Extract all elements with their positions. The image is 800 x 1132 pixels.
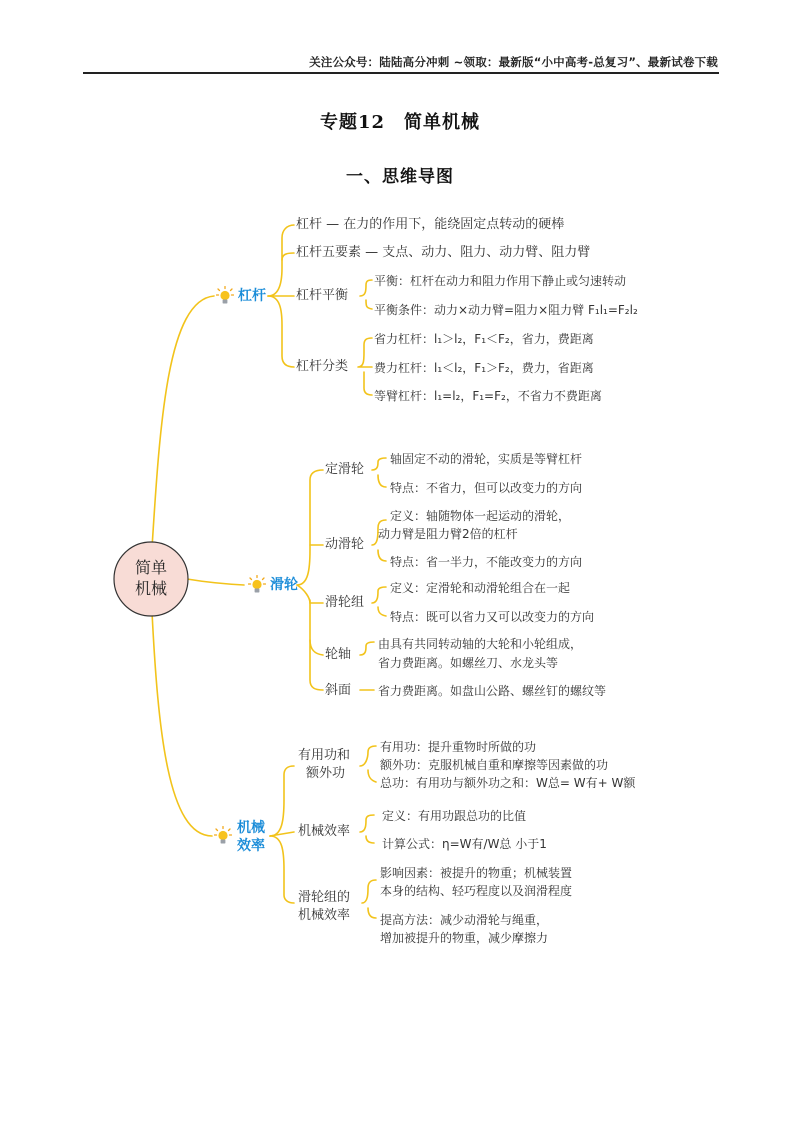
connector-fixed-bracket bbox=[372, 458, 386, 487]
branch-pulley: 滑轮 bbox=[270, 577, 298, 593]
eff-work-label-line1: 有用功和 bbox=[298, 748, 351, 763]
connector-eff-main bbox=[270, 766, 294, 836]
root-label-line1: 简单 bbox=[134, 558, 167, 577]
pulley-axle-item: 由具有共同转动轴的大轮和小轮组成， bbox=[378, 637, 583, 651]
eff-block-item: 提高方法：减少动滑轮与绳重， bbox=[380, 913, 549, 927]
lever-types-item: 费力杠杆：l₁＜l₂，F₁＞F₂，费力，省距离 bbox=[374, 361, 594, 375]
pulley-movable-item: 动力臂是阻力臂2倍的杠杆 bbox=[378, 527, 518, 541]
eff-eff-item: 计算公式：η=W有/W总 小于1 bbox=[382, 837, 547, 851]
lightbulb-icon bbox=[216, 286, 234, 306]
pulley-block-item: 特点：既可以省力又可以改变力的方向 bbox=[390, 610, 595, 624]
pulley-fixed-label: 定滑轮 bbox=[325, 462, 365, 477]
pulley-movable-item: 定义：轴随物体一起运动的滑轮， bbox=[390, 509, 571, 523]
connector-lever-elements bbox=[282, 253, 294, 260]
lightbulb-icon bbox=[248, 575, 266, 595]
connector-pulley-axle bbox=[310, 600, 323, 655]
lever-types-label: 杠杆分类 bbox=[296, 359, 349, 374]
eff-work-item: 有用功：提升重物时所做的功 bbox=[380, 740, 537, 754]
connector-effcalc-bracket bbox=[360, 815, 374, 843]
connector-root-efficiency bbox=[152, 612, 212, 836]
eff-eff-item: 定义：有用功跟总功的比值 bbox=[382, 809, 527, 823]
eff-work-item: 额外功：克服机械自重和摩擦等因素做的功 bbox=[380, 758, 609, 772]
lever-definition: 杠杆 — 在力的作用下，能绕固定点转动的硬棒 bbox=[296, 217, 565, 232]
eff-work-label-line2: 额外功 bbox=[306, 766, 346, 781]
lever-balance-label: 杠杆平衡 bbox=[296, 288, 349, 303]
eff-eff-label: 机械效率 bbox=[298, 824, 351, 839]
connector-types-bracket bbox=[358, 338, 372, 395]
connector-lever-types bbox=[268, 296, 294, 367]
pulley-movable-label: 动滑轮 bbox=[325, 537, 365, 552]
pulley-block-label: 滑轮组 bbox=[325, 595, 365, 610]
lever-balance-item: 平衡：杠杆在动力和阻力作用下静止或匀速转动 bbox=[374, 274, 627, 288]
connector-pulley-main bbox=[297, 470, 323, 585]
connector-eff-block bbox=[270, 836, 294, 903]
pulley-axle-label: 轮轴 bbox=[325, 647, 352, 662]
eff-block-item: 影响因素：被提升的物重；机械装置 bbox=[380, 866, 573, 880]
document-title: 专题12 简单机械 bbox=[319, 112, 481, 133]
pulley-incline-label: 斜面 bbox=[325, 683, 352, 698]
connector-eff-eff bbox=[270, 832, 294, 836]
eff-work-item: 总功：有用功与额外功之和：W总= W有+ W额 bbox=[380, 776, 636, 790]
lever-types-item: 等臂杠杆：l₁=l₂，F₁=F₂，不省力不费距离 bbox=[374, 389, 602, 403]
branch-efficiency-line1: 机械 bbox=[237, 820, 265, 836]
lever-balance-item: 平衡条件：动力×动力臂=阻力×阻力臂 F₁l₁=F₂l₂ bbox=[374, 303, 638, 317]
eff-block-item: 本身的结构、轻巧程度以及润滑程度 bbox=[380, 884, 573, 898]
eff-block-label-line2: 机械效率 bbox=[298, 908, 351, 923]
pulley-incline-item: 省力费距离。如盘山公路、螺丝钉的螺纹等 bbox=[378, 684, 607, 698]
connector-lever-main bbox=[268, 225, 294, 296]
pulley-movable-item: 特点：省一半力，不能改变力的方向 bbox=[390, 555, 583, 569]
connector-balance-bracket bbox=[360, 280, 372, 309]
root-label-line2: 机械 bbox=[134, 579, 167, 598]
connector-work-bracket bbox=[360, 746, 376, 782]
lever-five-elements: 杠杆五要素 — 支点、动力、阻力、动力臂、阻力臂 bbox=[296, 245, 591, 260]
branch-lever: 杠杆 bbox=[238, 288, 266, 304]
connector-blockeff-bracket bbox=[362, 880, 376, 918]
branch-efficiency-line2: 效率 bbox=[237, 838, 265, 854]
pulley-fixed-item: 特点：不省力，但可以改变力的方向 bbox=[390, 481, 583, 495]
pulley-axle-item: 省力费距离。如螺丝刀、水龙头等 bbox=[378, 656, 559, 670]
pulley-fixed-item: 轴固定不动的滑轮，实质是等臂杠杆 bbox=[390, 452, 583, 466]
lightbulb-icon bbox=[214, 826, 232, 846]
eff-block-item: 增加被提升的物重，减少摩擦力 bbox=[380, 931, 549, 945]
eff-block-label-line1: 滑轮组的 bbox=[298, 890, 351, 905]
connector-block-bracket bbox=[372, 587, 386, 616]
page-header: 关注公众号：陆陆高分冲刺 ~领取：最新版“小中高考-总复习”、最新试卷下载 bbox=[309, 55, 718, 69]
connector-axle-bracket bbox=[360, 642, 374, 655]
connector-root-lever bbox=[152, 296, 214, 548]
lever-types-item: 省力杠杆：l₁＞l₂，F₁＜F₂，省力，费距离 bbox=[374, 332, 594, 346]
connector-root-pulley bbox=[187, 579, 244, 585]
pulley-block-item: 定义：定滑轮和动滑轮组合在一起 bbox=[390, 581, 571, 595]
section-title: 一、思维导图 bbox=[346, 167, 454, 187]
